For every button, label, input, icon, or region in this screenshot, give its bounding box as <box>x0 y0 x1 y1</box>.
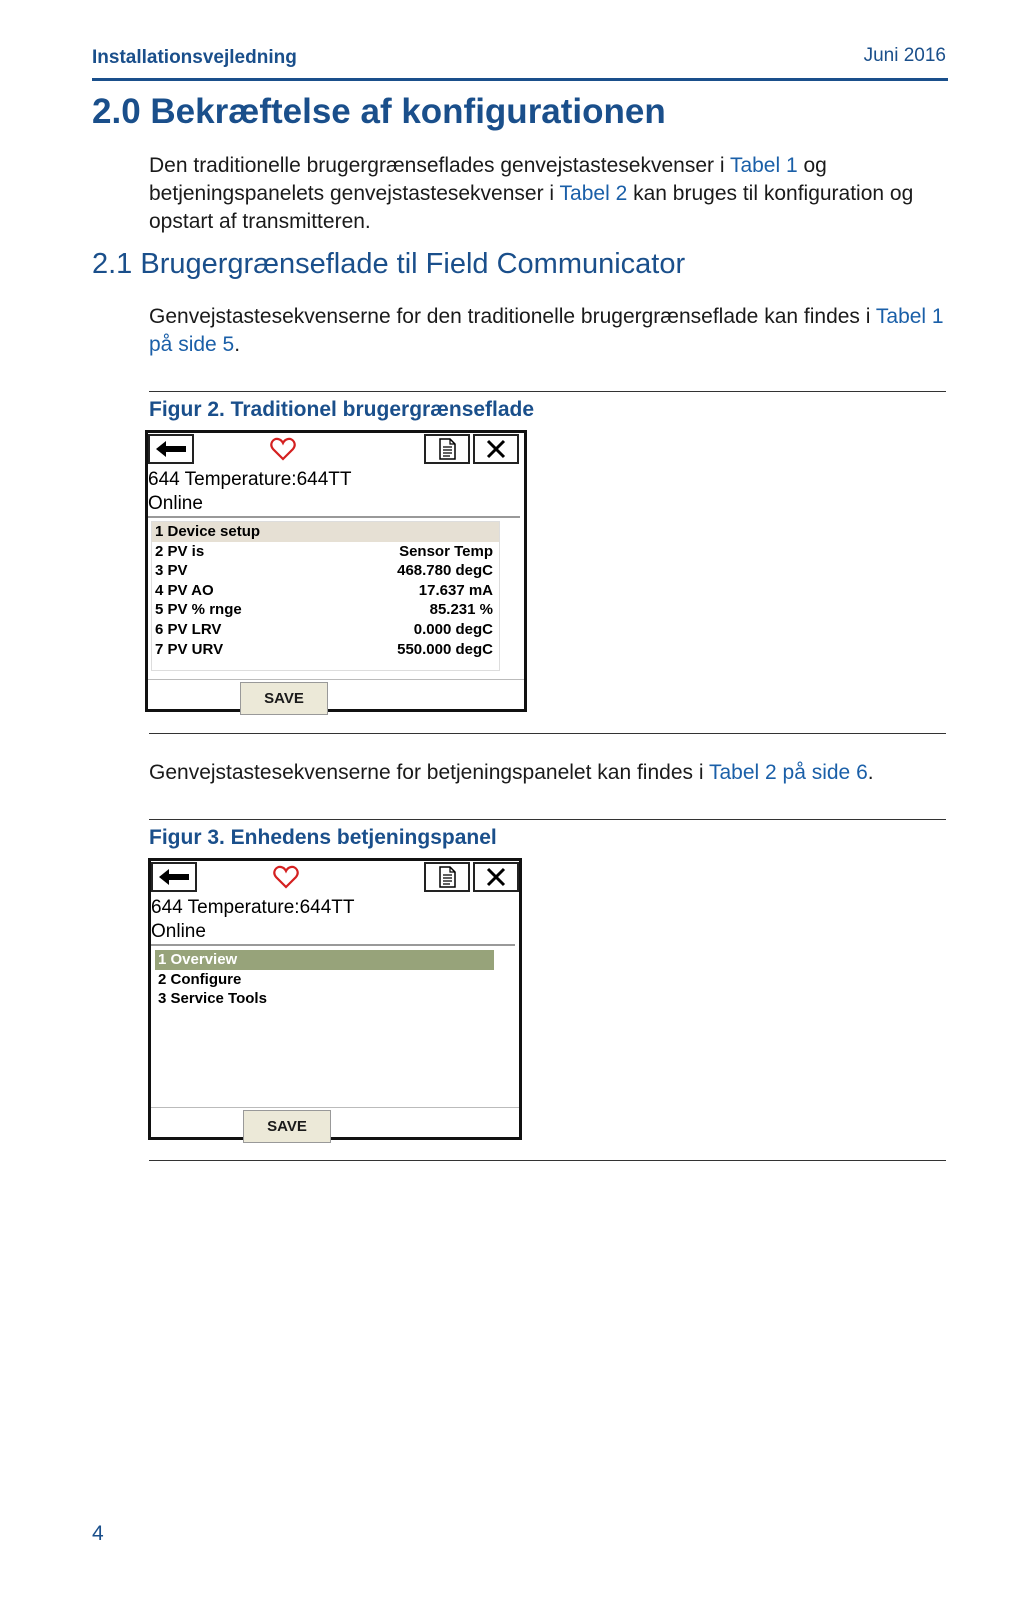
tabel1-page-link[interactable]: Tabel 1 på side 5 <box>149 305 944 356</box>
figure2-top-rule <box>149 391 946 392</box>
device-bottom-bar <box>151 1107 519 1148</box>
menu-item-value: Sensor Temp <box>399 542 493 560</box>
menu-item-value: 85.231 % <box>429 601 493 619</box>
subsection-title: 2.1 Brugergrænseflade til Field Communicator <box>92 248 686 280</box>
paragraph-traditional <box>149 303 949 359</box>
menu-item-pv-urv[interactable] <box>152 640 499 660</box>
intro-paragraph <box>149 152 949 236</box>
menu-item-value: 468.780 degC <box>397 562 493 580</box>
device-toolbar <box>151 861 519 895</box>
para2-text-1: Genvejstastesekvenserne for den traditionelle brugergrænseflade kan findes i <box>149 305 876 328</box>
menu-item-label: 2 PV is <box>155 542 205 560</box>
menu-item-service-tools[interactable] <box>155 989 494 1009</box>
device-status: Online <box>151 921 206 942</box>
menu-item-label: 5 PV % rnge <box>155 601 242 619</box>
device-bottom-bar <box>148 679 524 720</box>
document-button[interactable] <box>424 434 470 464</box>
back-button[interactable] <box>151 862 197 892</box>
figure2-caption: Figur 2. Traditionel brugergrænseflade <box>149 398 535 421</box>
figure2-bottom-rule <box>149 733 946 734</box>
menu-item-value: 0.000 degC <box>413 620 493 638</box>
menu-item-label: 4 PV AO <box>155 581 214 599</box>
tabel2-link[interactable]: Tabel 2 <box>559 182 628 205</box>
device-title: 644 Temperature:644TT <box>148 469 352 490</box>
running-header-title: Installationsvejledning <box>92 47 297 68</box>
menu-item-device-setup[interactable] <box>152 522 499 542</box>
device-separator <box>151 944 515 946</box>
heart-icon[interactable] <box>273 865 299 889</box>
device-toolbar <box>148 433 524 467</box>
device-separator <box>148 516 520 518</box>
save-button[interactable]: SAVE <box>240 682 328 715</box>
document-icon <box>437 866 457 888</box>
figure3-bottom-rule <box>149 1160 946 1161</box>
section-title: 2.0 Bekræftelse af konfigurationen <box>92 92 666 131</box>
menu-item-pv-is[interactable] <box>152 542 499 562</box>
back-button[interactable] <box>148 434 194 464</box>
figure3-top-rule <box>149 819 946 820</box>
menu-item-overview[interactable] <box>155 950 494 970</box>
close-button[interactable] <box>473 862 519 892</box>
menu-item-value: 550.000 degC <box>397 640 493 658</box>
document-button[interactable] <box>424 862 470 892</box>
para2-text-2: . <box>234 333 241 356</box>
intro-text-3: kan bruges til konfiguration og opstart af transmitteren. <box>149 182 914 233</box>
menu-item-label: 2 Configure <box>158 970 242 988</box>
tabel1-link[interactable]: Tabel 1 <box>729 154 798 177</box>
intro-text-1: Den traditionelle brugergrænseflades genvejstastesekvenser i <box>149 154 730 177</box>
menu-item-pv-lrv[interactable] <box>152 620 499 640</box>
figure3-device-screen <box>148 858 522 1140</box>
figure2-device-screen <box>145 430 527 712</box>
menu-item-label: 3 Service Tools <box>158 990 267 1008</box>
menu-item-label: 1 Device setup <box>155 523 261 540</box>
para3-text-1: Genvejstastesekvenserne for betjeningspanelet kan findes i <box>149 761 709 784</box>
close-icon <box>485 866 507 888</box>
menu-item-label: 1 Overview <box>158 951 238 968</box>
header-rule <box>92 78 948 81</box>
running-header-date: Juni 2016 <box>863 45 946 66</box>
device-status: Online <box>148 493 203 514</box>
heart-icon[interactable] <box>270 437 296 461</box>
back-arrow-icon <box>154 439 188 459</box>
page-number: 4 <box>92 1522 104 1545</box>
save-button[interactable]: SAVE <box>243 1110 331 1143</box>
device-menu <box>151 521 500 671</box>
menu-item-pv[interactable] <box>152 561 499 581</box>
menu-item-label: 3 PV <box>155 562 188 580</box>
para3-text-2: . <box>867 761 874 784</box>
figure3-caption: Figur 3. Enhedens betjeningspanel <box>149 826 497 849</box>
menu-item-value: 17.637 mA <box>418 581 493 599</box>
menu-item-pv-rnge[interactable] <box>152 600 499 620</box>
back-arrow-icon <box>157 867 191 887</box>
close-button[interactable] <box>473 434 519 464</box>
intro-text-2: og betjeningspanelets genvejstastesekvenser i <box>149 154 827 205</box>
menu-item-label: 6 PV LRV <box>155 620 222 638</box>
document-icon <box>437 438 457 460</box>
menu-item-label: 7 PV URV <box>155 640 224 658</box>
paragraph-operator-panel <box>149 759 949 787</box>
device-menu <box>154 949 495 1099</box>
device-title: 644 Temperature:644TT <box>151 897 355 918</box>
menu-item-configure[interactable] <box>155 970 494 990</box>
menu-item-pv-ao[interactable] <box>152 581 499 601</box>
tabel2-page-link[interactable]: Tabel 2 på side 6 <box>708 761 868 784</box>
close-icon <box>485 438 507 460</box>
